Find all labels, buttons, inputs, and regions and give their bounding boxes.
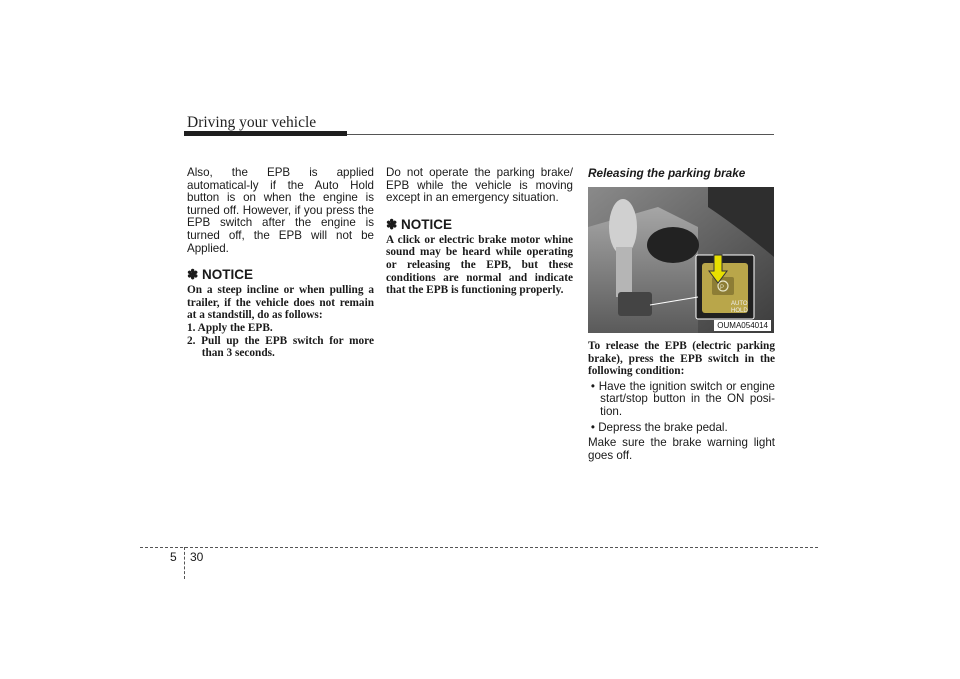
page-header-title: Driving your vehicle bbox=[187, 114, 317, 131]
col1-paragraph: Also, the EPB is applied automatical-ly if the Auto Hold button is on when the engine is turned off. However, if you press the EPB switch after the engine is turned off, the EPB will not be Applied. bbox=[187, 166, 374, 255]
col2-paragraph: Do not operate the parking brake/ EPB while the vehicle is moving except in an emergency situation. bbox=[386, 166, 573, 205]
footer-rule bbox=[140, 547, 818, 548]
column-1 bbox=[187, 167, 374, 360]
header-rule-thick bbox=[184, 131, 347, 136]
header-rule-thin bbox=[347, 134, 774, 135]
column-3-body bbox=[588, 340, 775, 462]
col1-notice-heading: ✽ NOTICE bbox=[187, 267, 254, 283]
column-2 bbox=[386, 167, 573, 297]
page-number: 30 bbox=[190, 550, 204, 564]
col1-notice-step-1: 1. Apply the EPB. bbox=[187, 321, 273, 334]
list-item: • Depress the brake pedal. bbox=[590, 420, 728, 434]
col2-notice-heading: ✽ NOTICE bbox=[386, 216, 453, 232]
col1-notice-body bbox=[187, 284, 374, 360]
image-code: OUMA054014 bbox=[714, 320, 771, 331]
epb-switch-illustration bbox=[588, 187, 774, 333]
col3-bullet-list bbox=[588, 381, 775, 434]
col2-notice-text: A click or electric brake motor whine sound may be heard while operating or releasing the EPB, but these conditions are normal and indicate that the EPB is functioning properly. bbox=[386, 233, 573, 297]
section-heading-releasing: Releasing the parking brake bbox=[588, 166, 746, 180]
auto-hold-label-line1: AUTO bbox=[731, 301, 748, 307]
col3-closing: Make sure the brake warning light goes off. bbox=[588, 436, 775, 462]
footer-vertical-rule bbox=[184, 547, 185, 579]
epb-switch-photo bbox=[588, 187, 774, 333]
list-item: • Have the ignition switch or engine start/stop button in the ON posi-tion. bbox=[590, 379, 775, 418]
col1-notice-intro: On a steep incline or when pulling a trailer, if the vehicle does not remain at a standstill, do as follows: bbox=[187, 284, 374, 322]
auto-hold-label-line2: HOLD bbox=[731, 308, 748, 314]
chapter-number: 5 bbox=[170, 550, 177, 564]
col3-intro: To release the EPB (electric parking brake), press the EPB switch in the following condition: bbox=[588, 340, 775, 378]
col1-notice-step-2: 2. Pull up the EPB switch for more than 3 seconds. bbox=[187, 334, 374, 360]
column-3 bbox=[588, 167, 775, 180]
svg-text:P: P bbox=[720, 285, 725, 291]
